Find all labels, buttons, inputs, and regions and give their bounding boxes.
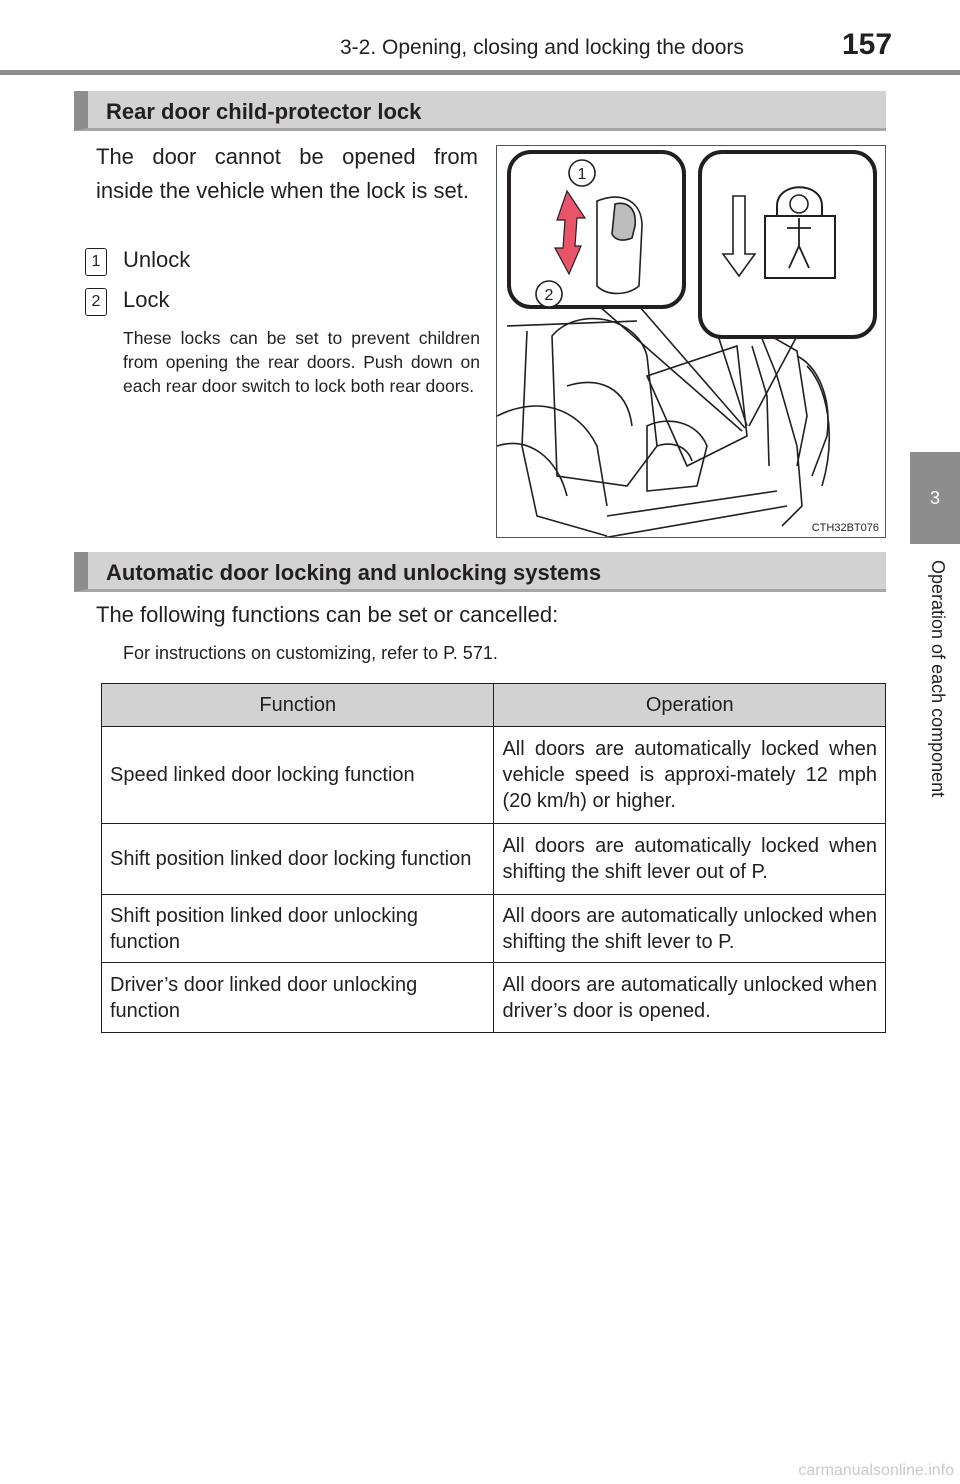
operation-cell: All doors are automatically locked when vehicle speed is approxi-mately 12 mph (20 km/h) or higher. — [494, 727, 886, 824]
operation-cell: All doors are automatically unlocked when shifting the shift lever to P. — [494, 895, 886, 963]
header-title: 3-2. Opening, closing and locking the doors — [340, 36, 744, 59]
function-cell: Speed linked door locking function — [102, 727, 494, 824]
intro-paragraph: The door cannot be opened from inside the vehicle when the lock is set. — [96, 144, 478, 203]
operation-cell: All doors are automatically locked when shifting the shift lever out of P. — [494, 824, 886, 895]
operation-cell: All doors are automatically unlocked when driver’s door is opened. — [494, 963, 886, 1033]
column-header-operation: Operation — [494, 684, 886, 727]
item-label-unlock: Unlock — [123, 247, 191, 272]
chapter-tab[interactable] — [910, 452, 960, 544]
function-table — [101, 683, 886, 1033]
chapter-number: 3 — [929, 487, 940, 508]
item-label-lock: Lock — [123, 287, 170, 312]
table-row — [102, 963, 886, 1033]
section-title: Automatic door locking and unlocking systems — [106, 560, 602, 585]
function-cell: Driver’s door linked door unlocking function — [102, 963, 494, 1033]
header-rule — [0, 70, 960, 75]
section-heading-auto-locking — [74, 552, 886, 592]
chapter-title: Operation of each component — [928, 560, 948, 798]
table-row — [102, 895, 886, 963]
item-number-badge: 2 — [85, 288, 107, 316]
table-header-row — [102, 684, 886, 727]
table-row — [102, 824, 886, 895]
function-cell: Shift position linked door unlocking function — [102, 895, 494, 963]
function-cell: Shift position linked door locking function — [102, 824, 494, 895]
item-number-badge: 1 — [85, 248, 107, 276]
chapter-title-tab — [910, 560, 960, 850]
page-number: 157 — [842, 28, 893, 61]
figure-code: CTH32BT076 — [811, 522, 879, 534]
figure-callout-1: 1 — [577, 166, 587, 183]
customize-reference: For instructions on customizing, refer to P. 571. — [123, 643, 498, 663]
table-row — [102, 727, 886, 824]
note-paragraph: These locks can be set to prevent children from opening the rear doors. Push down on each rear door switch to lock both rear doors. — [123, 328, 480, 396]
door-illustration — [497, 146, 886, 538]
section-title: Rear door child-protector lock — [106, 99, 422, 124]
auto-intro: The following functions can be set or cancelled: — [96, 602, 559, 627]
watermark: carmanualsonline.info — [798, 1462, 954, 1479]
column-header-function: Function — [102, 684, 494, 727]
child-lock-illustration — [496, 145, 886, 538]
figure-callout-2: 2 — [544, 287, 554, 304]
section-heading-child-lock — [74, 91, 886, 131]
